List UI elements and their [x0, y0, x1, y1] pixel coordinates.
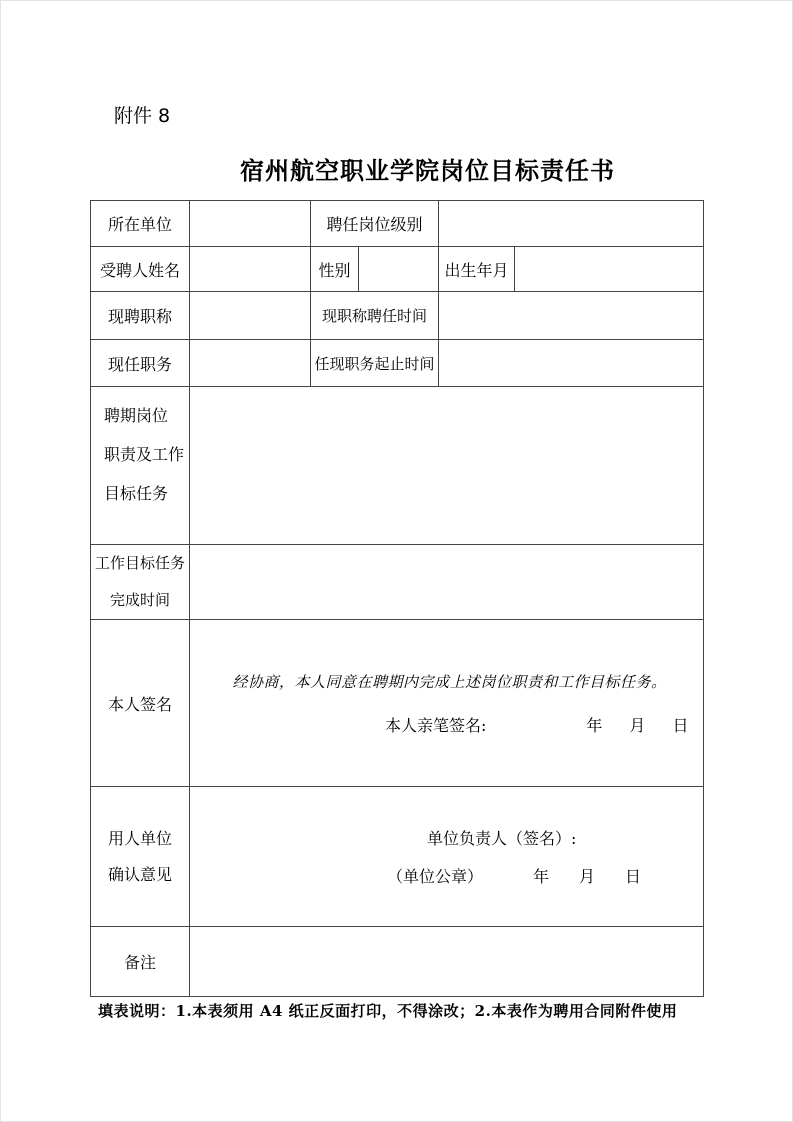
signature-statement: 经协商，本人同意在聘期内完成上述岗位职责和工作目标任务。	[232, 672, 667, 691]
day-label: 日	[672, 715, 689, 735]
employee-name-label: 受聘人姓名	[91, 247, 190, 292]
table-row-work-unit	[91, 201, 704, 247]
duties-label-line1: 聘期岗位	[104, 406, 169, 425]
work-unit-label: 所在单位	[91, 201, 190, 247]
remarks-label: 备注	[91, 927, 190, 997]
position-period-value-cell[interactable]	[439, 340, 704, 387]
signature-prefix: 本人亲笔签名:	[385, 715, 487, 735]
employer-sign-prefix: 单位负责人（签名）:	[427, 829, 577, 848]
completion-label-line2: 完成时间	[109, 591, 170, 609]
work-unit-value-cell[interactable]	[190, 201, 311, 247]
title-time-value-cell[interactable]	[439, 292, 704, 340]
completion-label-line1: 工作目标任务	[94, 554, 185, 572]
position-period-label: 任现职务起止时间	[311, 340, 439, 387]
self-signature-cell[interactable]	[190, 620, 704, 787]
table-row-completion-time	[91, 545, 704, 620]
signature-line	[190, 713, 703, 736]
table-row-remarks	[91, 927, 704, 997]
employee-name-value-cell[interactable]	[190, 247, 311, 292]
page-title: 宿州航空职业学院岗位目标责任书	[240, 156, 615, 185]
completion-label-cell	[91, 545, 190, 620]
month-label: 月	[629, 715, 646, 735]
year-label: 年	[533, 867, 550, 886]
completion-value-cell[interactable]	[190, 545, 704, 620]
employer-label-line1: 用人单位	[107, 828, 172, 848]
duties-value-cell[interactable]	[190, 387, 704, 545]
table-row-current-position	[91, 340, 704, 387]
birth-date-label: 出生年月	[439, 247, 515, 292]
current-title-value-cell[interactable]	[190, 292, 311, 340]
duties-label-line3: 目标任务	[104, 484, 169, 503]
employer-seal-date-line	[190, 864, 703, 887]
remarks-value-cell[interactable]	[190, 927, 704, 997]
current-position-value-cell[interactable]	[190, 340, 311, 387]
current-position-label: 现任职务	[91, 340, 190, 387]
duties-label-line2: 职责及工作	[104, 445, 185, 464]
table-row-self-signature	[91, 620, 704, 787]
post-level-label: 聘任岗位级别	[311, 201, 439, 247]
form-filling-instructions: 填表说明：1.本表须用 A4 纸正反面打印，不得涂改；2.本表作为聘用合同附件使用	[98, 1002, 678, 1020]
duties-label-cell	[91, 387, 190, 545]
gender-label: 性别	[311, 247, 359, 292]
self-sign-label: 本人签名	[91, 620, 190, 787]
table-row-name-gender-birth	[91, 247, 704, 292]
day-label: 日	[625, 867, 642, 886]
employer-seal-label: （单位公章）	[387, 867, 484, 886]
post-level-value-cell[interactable]	[439, 201, 704, 247]
current-title-label: 现聘职称	[91, 292, 190, 340]
year-label: 年	[586, 715, 603, 735]
employer-label-cell	[91, 787, 190, 927]
employer-confirmation-cell[interactable]	[190, 787, 704, 927]
title-time-label: 现职称聘任时间	[311, 292, 439, 340]
table-row-duties	[91, 387, 704, 545]
table-row-current-title	[91, 292, 704, 340]
employer-label-line2: 确认意见	[107, 864, 172, 884]
responsibility-form-table	[90, 200, 704, 997]
attachment-label: 附件 8	[114, 105, 171, 127]
birth-date-value-cell[interactable]	[515, 247, 704, 292]
gender-value-cell[interactable]	[359, 247, 439, 292]
table-row-employer-confirmation	[91, 787, 704, 927]
month-label: 月	[579, 867, 596, 886]
